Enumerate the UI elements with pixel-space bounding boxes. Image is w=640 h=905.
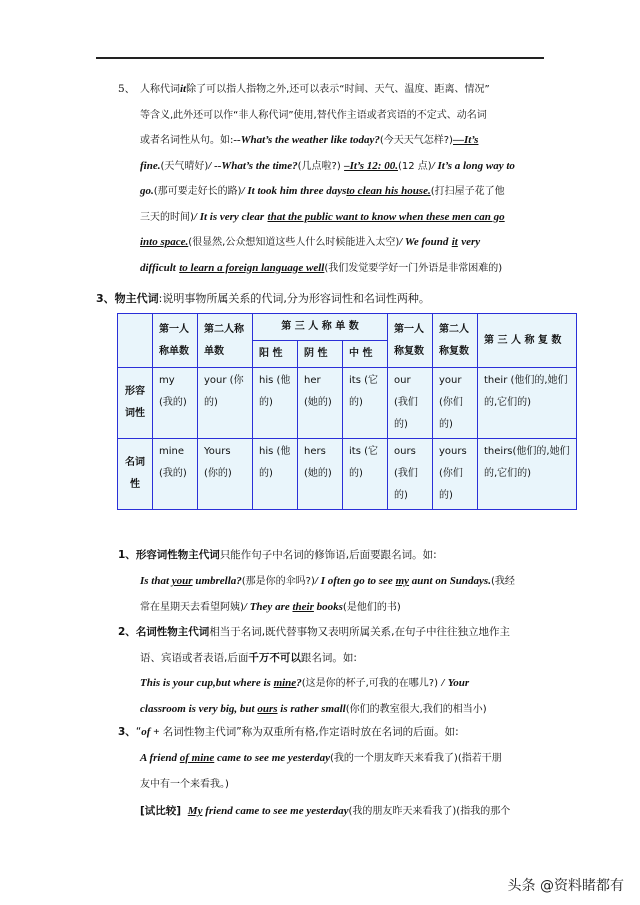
header-neuter: 中 性: [343, 341, 388, 368]
table-cell: his (他的): [253, 439, 298, 510]
line-4: fine.(天气晴好)/ --What’s the time?(几点啦?) –It’s 12: 00.(12 点)/ It’s a long way to: [140, 159, 515, 172]
table-cell: your (你的): [198, 368, 253, 439]
header-first-single: 第一人称单数: [153, 314, 198, 368]
table-cell: its (它的): [343, 439, 388, 510]
line-1: 人称代词it除了可以指人指物之外,还可以表示“时间、天气、温度、距离、情况”: [140, 83, 490, 95]
table-cell: Yours (你的): [198, 439, 253, 510]
table-cell: ours (我们的): [388, 439, 433, 510]
subsection-3-heading: 3、“of + 名词性物主代词”称为双重所有格,作定语时放在名词的后面。如:: [118, 726, 459, 738]
table-row: [118, 368, 577, 439]
table-cell: my (我的): [153, 368, 198, 439]
table-cell: its (它的): [343, 368, 388, 439]
line-5: go.(那可要走好长的路)/ It took him three daysto clean his house.(打扫屋子花了他: [140, 185, 505, 197]
item-number: 5、: [118, 83, 136, 95]
table-cell: their (他们的,她们的,它们的): [478, 368, 577, 439]
subsection-3-examples: A friend of mine came to see me yesterday(我的一个朋友昨天来看我了)(指若干朋 友中有一个来看我。) [试比较] My friend came to see me yesterday(我的朋友昨天来看我了)(指我的那个: [140, 752, 511, 817]
header-third-plural: 第 三 人 称 复 数: [478, 314, 577, 368]
header-third-single: 第 三 人 称 单 数: [253, 314, 388, 341]
line-6: 三天的时间)/ It is very clear that the public want to know when these men can go: [140, 210, 505, 223]
subsection-2-heading: 2、名词性物主代词相当于名词,既代替事物又表明所属关系,在句子中往往独立地作主 语、宾语或者表语,后面千万不可以跟名词。如:: [118, 626, 510, 664]
table-cell: hers (她的): [298, 439, 343, 510]
watermark-text: 头条 @资料睹都有: [507, 878, 624, 894]
watermark: [508, 875, 624, 895]
header-feminine: 阴 性: [298, 341, 343, 368]
possessive-pronoun-table: [117, 313, 577, 510]
line-2: 等含义,此外还可以作“非人称代词”使用,替代作主语或者宾语的不定式、动名词: [140, 109, 487, 121]
table-cell: his (他的): [253, 368, 298, 439]
header-masculine: 阳 性: [253, 341, 298, 368]
table-cell: yours (你们的): [433, 439, 478, 510]
header-first-plural: 第一人称复数: [388, 314, 433, 368]
line-8: difficult to learn a foreign language well(我们发觉要学好一门外语是非常困难的): [140, 261, 503, 274]
table-cell: theirs(他们的,她们的,它们的): [478, 439, 577, 510]
subsection-1-examples: Is that your umbrella?(那是你的伞吗?)/ I often go to see my aunt on Sundays.(我经 常在星期天去看望阿姨)/ They are their books(是他们的书): [140, 575, 515, 613]
table-cell: mine (我的): [153, 439, 198, 510]
subsection-2-examples: This is your cup,but where is mine?(这是你的杯子,可我的在哪儿?) / Your classroom is very big, but ours is rather small(你们的教室很大,我们的相当小): [140, 677, 487, 715]
line-3: 或者名词性从句。如:--What’s the weather like today?(今天天气怎样?)—It’s: [140, 134, 479, 146]
row-label: 形容词性: [118, 368, 153, 439]
line-7: into space.(很显然,公众想知道这些人什么时候能进入太空)/ We found it very: [140, 236, 481, 248]
table-cell: our (我们的): [388, 368, 433, 439]
header-second-single: 第二人称单数: [198, 314, 253, 368]
row-label: 名词性: [118, 439, 153, 510]
paragraph-5: [118, 77, 558, 281]
table-cell: her (她的): [298, 368, 343, 439]
subsection-1-heading: 1、形容词性物主代词只能作句子中名词的修饰语,后面要跟名词。如:: [118, 549, 437, 561]
table-cell: your (你们的): [433, 368, 478, 439]
table-row: [118, 439, 577, 510]
header-second-plural: 第二人称复数: [433, 314, 478, 368]
corner-cell: [118, 314, 153, 368]
header-rule: [96, 57, 544, 59]
section-heading: 3、物主代词:说明事物所属关系的代词,分为形容词性和名词性两种。: [96, 292, 430, 305]
